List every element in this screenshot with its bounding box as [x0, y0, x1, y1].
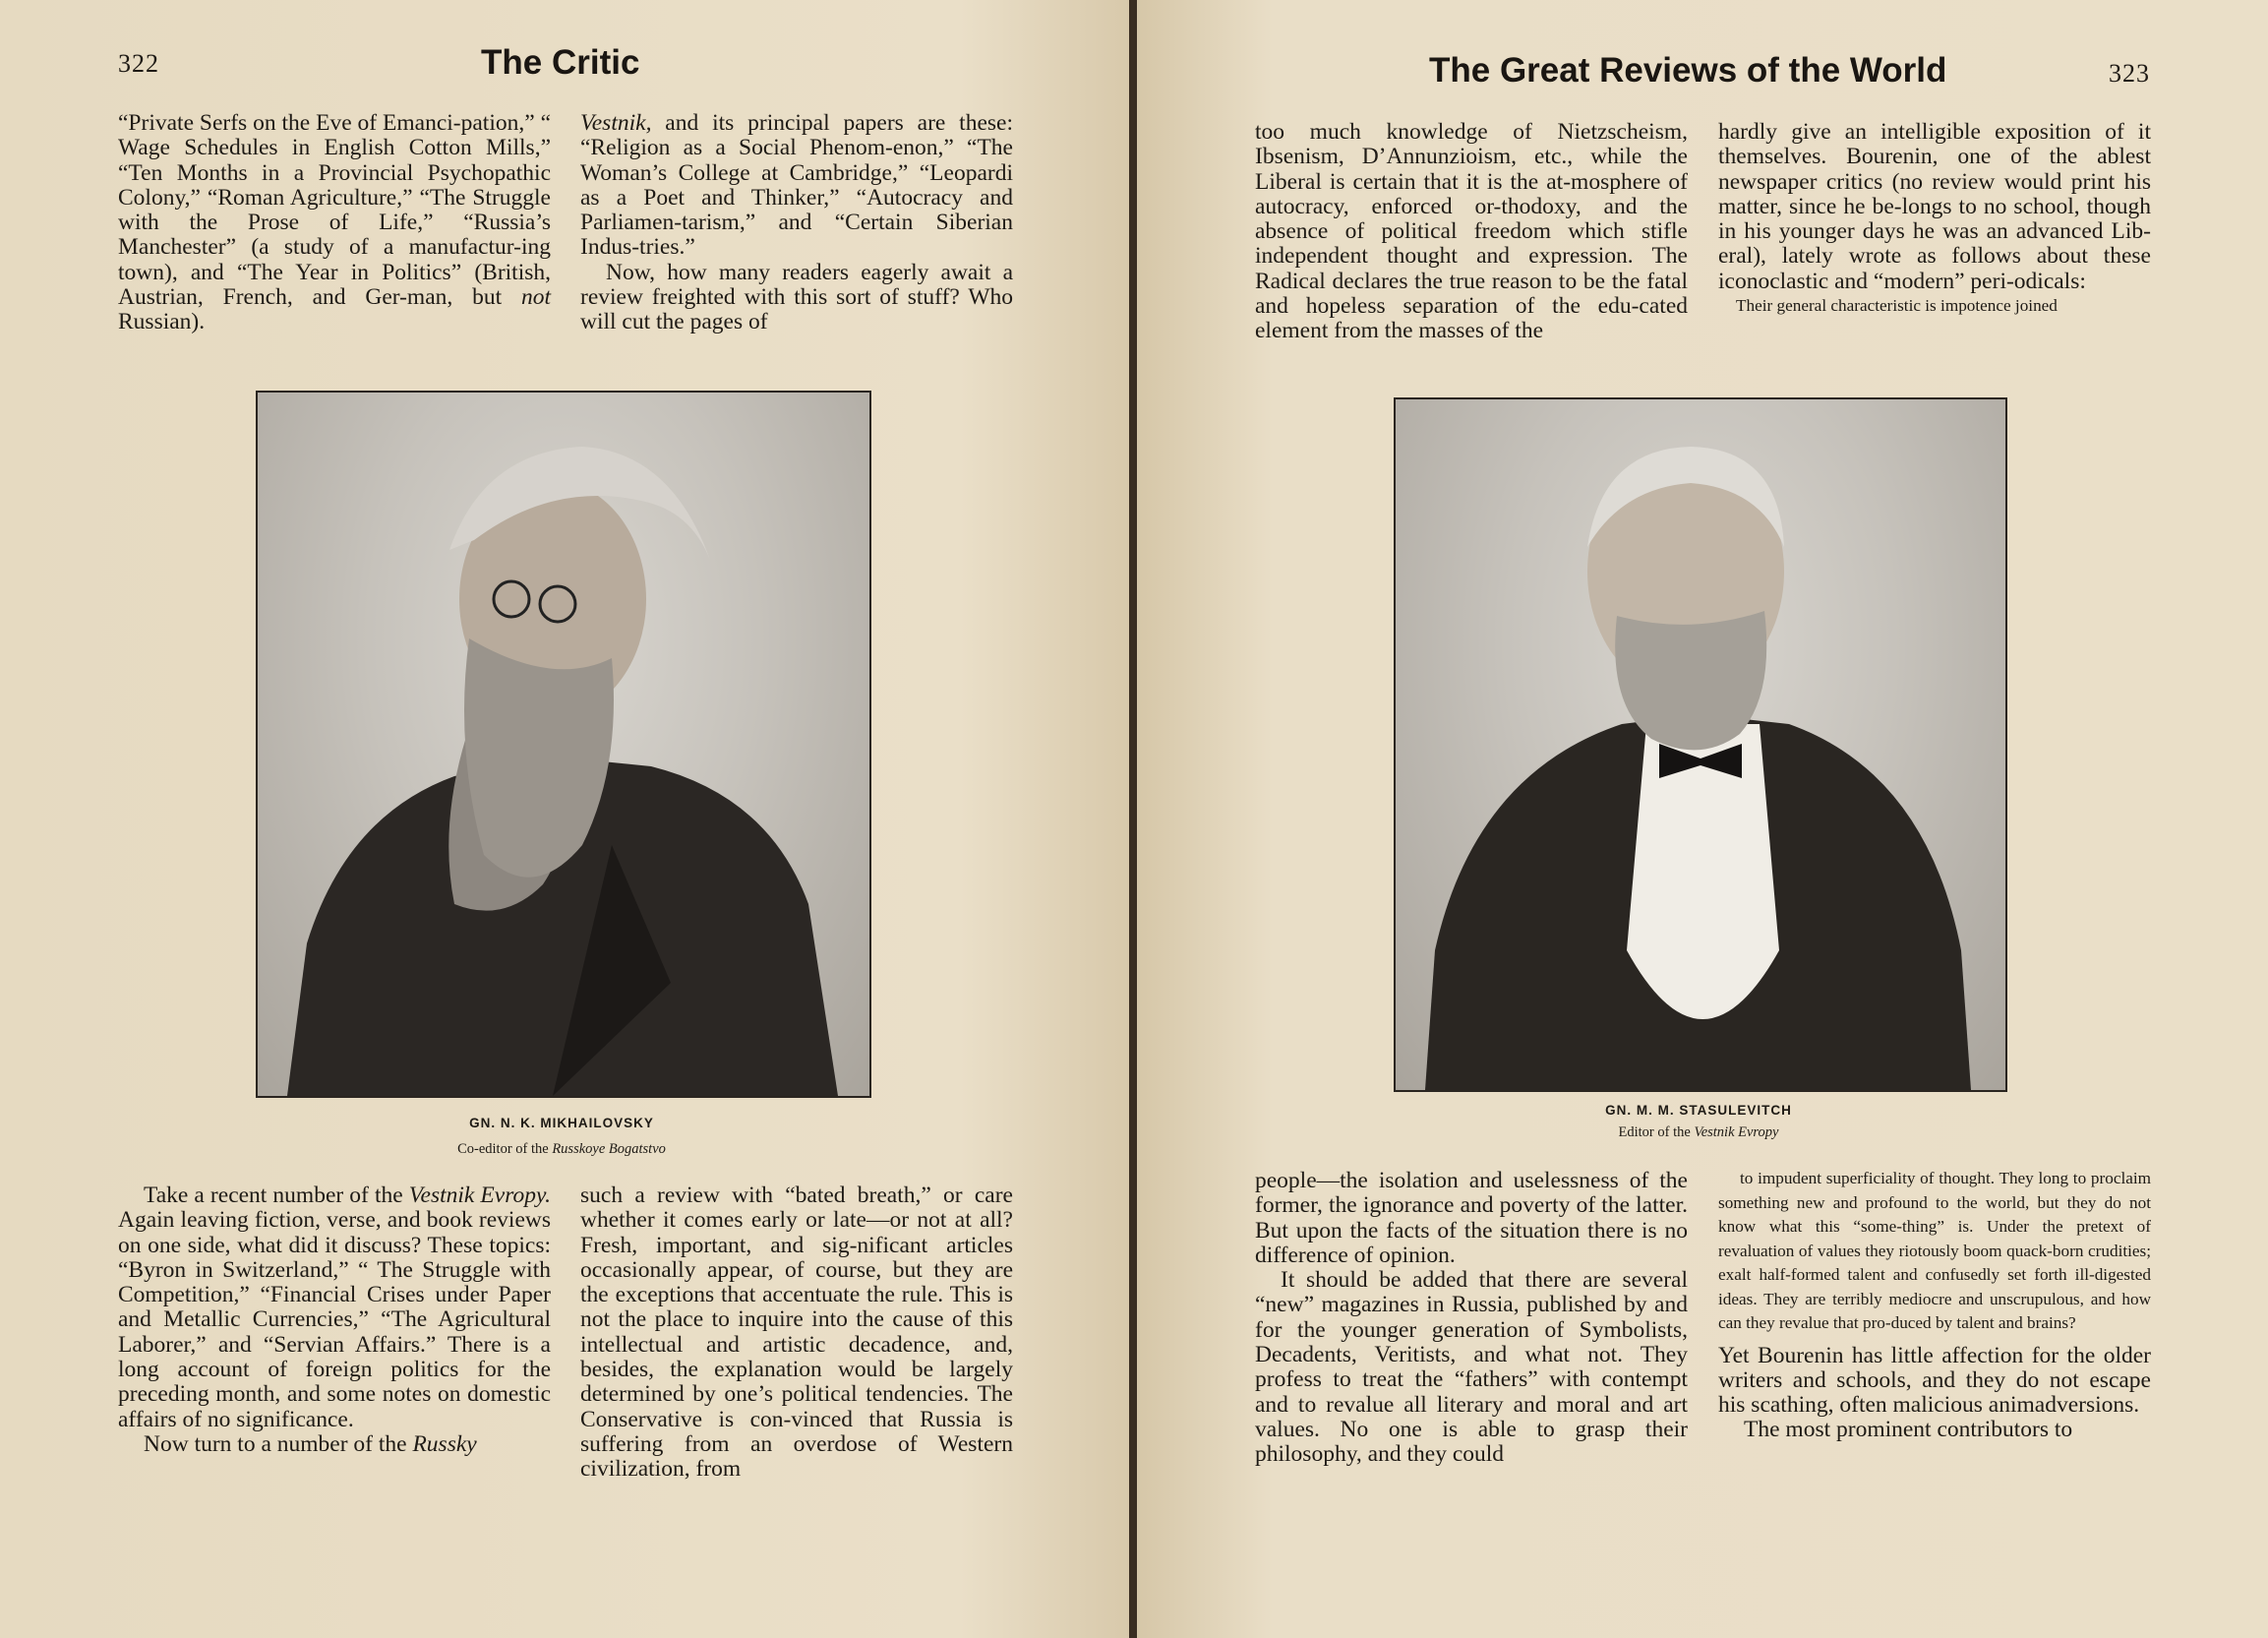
left-page	[0, 0, 1129, 1638]
emphasis: Vestnik Evropy.	[408, 1183, 551, 1208]
portrait-caption-name: GN. N. K. MIKHAILOVSKY	[469, 1116, 654, 1130]
emphasis: Russky	[412, 1430, 477, 1457]
text-run: and its principal papers are these: “Religion as a Social Phenom-enon,” “The Woman’s College at Cambridge,” “Leopardi as a Poet and Thinker,” “Autocracy and Parliamen-tarism,” and “Certain Siberian Indus-tries.”	[580, 110, 1013, 261]
text-run: Now turn to a number of the	[144, 1430, 407, 1457]
page-number: 323	[2109, 59, 2150, 88]
paragraph: hardly give an intelligible exposition of it themselves. Bourenin, one of the ablest newspaper critics (no review would print his matter, since he be-longs to no school, though in his younger days he was an advanced Lib-eral), lately wrote as follows about these iconoclastic and “modern” peri-odicals:	[1718, 119, 2151, 294]
emphasis: Vestnik Evropy	[1694, 1124, 1779, 1140]
paragraph: people—the isolation and uselessness of the former, the ignorance and poverty of the latter. But upon the facts of the situation there is no difference of opinion.	[1255, 1168, 1688, 1268]
text-run: Editor of the	[1618, 1124, 1691, 1140]
quoted-paragraph: to impudent superficiality of thought. They long to proclaim something new and profound to the world, but they do not know what this “some-thing” is. Under the pretext of revaluation of values they riotously boom quack-born crudities; exalt half-formed talent and confusedly set forth ill-digested ideas. They are terribly mediocre and unscrupulous, and how can they revalue that pro-duced by talent and brains?	[1718, 1169, 2151, 1332]
quoted-paragraph: Their general characteristic is impotence joined	[1736, 296, 2058, 316]
text-run: “Private Serfs on the Eve of Emanci-pation,” “ Wage Schedules in English Cotton Mills,” “Ten Months in a Provincial Psychopathic Colony,” “Roman Agriculture,” “The Struggle with the Prose of Life,” “Russia’s Manchester” (a study of a manufactur-ing town), and “The Year in Politics” (British, Austrian, French, and Ger-man, but	[118, 110, 551, 311]
right-top-column-1	[1255, 120, 1688, 344]
paragraph	[580, 111, 1013, 261]
portrait-caption-name: GN. M. M. STASULEVITCH	[1605, 1103, 1792, 1118]
portrait-caption-role	[256, 1141, 867, 1158]
left-bottom-column-1	[118, 1183, 551, 1457]
paragraph: Now, how many readers eagerly await a review freighted with this sort of stuff? Who will cut the pages of	[580, 259, 1013, 335]
paragraph	[118, 1183, 551, 1432]
paragraph	[118, 111, 551, 335]
emphasis: Russkoye Bogatstvo	[552, 1141, 666, 1157]
right-top-column-2	[1718, 120, 2151, 319]
portrait-illustration	[258, 393, 869, 1096]
paragraph: The most prominent contributors to	[1744, 1417, 2073, 1443]
emphasis: not	[520, 284, 551, 311]
paragraph: It should be added that there are several “new” magazines in Russia, published by and for the younger generation of Symbolists, Decadents, Veritists, and what not. They profess to treat the “fathers” with contempt and to revalue all literary and moral and art values. No one is able to grasp their philosophy, and they could	[1255, 1267, 1688, 1468]
paragraph	[118, 1432, 551, 1457]
portrait-photo-stasulevitch	[1394, 397, 2007, 1092]
left-bottom-column-2	[580, 1183, 1013, 1483]
page-number: 322	[118, 49, 159, 78]
left-top-column-1	[118, 111, 551, 335]
paragraph: such a review with “bated breath,” or care whether it comes early or late—or not at all? Fresh, important, and sig-nificant articles occasionally appear, of course, but they are the exceptions that accentuate the rule. This is not the place to inquire into the cause of this intellectual and artistic decadence, and, besides, the explanation would be largely determined by one’s political tendencies. The Conservative is con-vinced that Russia is suffering from an overdose of Western civilization, from	[580, 1183, 1013, 1483]
book-gutter	[1129, 0, 1137, 1638]
emphasis: Vestnik,	[580, 110, 652, 136]
text-run: Again leaving fiction, verse, and book reviews on one side, what did it discuss? These topics: “Byron in Switzerland,” “ The Struggle with Competition,” “Financial Crises under Paper and Metallic Currencies,” “The Agricultural Laborer,” and “Servian Affairs.” There is a long account of foreign politics for the preceding month, and some notes on domestic affairs of no significance.	[118, 1207, 551, 1432]
portrait-illustration	[1396, 399, 2005, 1090]
paragraph: too much knowledge of Nietzscheism, Ibsenism, D’Annunzioism, etc., while the Liberal is certain that it is the at-mosphere of autocracy, enforced or-thodoxy, and the absence of political freedom which stifle independent thought and expression. The Radical declares the true reason to be the fatal and hopeless separation of the edu-cated element from the masses of the	[1255, 119, 1688, 344]
right-page	[1137, 0, 2268, 1638]
right-bottom-column-1	[1255, 1169, 1688, 1468]
portrait-photo-mikhailovsky	[256, 391, 871, 1098]
left-top-column-2	[580, 111, 1013, 335]
text-run: Co-editor of the	[457, 1141, 549, 1157]
text-run: Russian).	[118, 309, 206, 335]
text-run: Take a recent number of the	[144, 1183, 403, 1208]
running-title: The Great Reviews of the World	[1429, 51, 1947, 90]
right-bottom-column-2	[1718, 1167, 2151, 1443]
running-title: The Critic	[481, 43, 640, 82]
portrait-caption-role	[1394, 1124, 2003, 1141]
paragraph: Yet Bourenin has little affection for the older writers and schools, and they do not escape his scathing, often malicious animadversions.	[1718, 1342, 2151, 1419]
